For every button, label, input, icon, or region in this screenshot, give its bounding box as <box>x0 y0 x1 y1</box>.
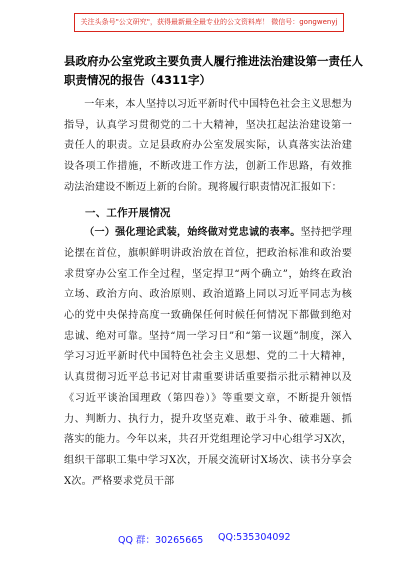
document-title: 县政府办公室党政主要负责人履行推进法治建设第一责任人职责情况的报告（4311字） <box>64 54 363 87</box>
footer-contact <box>0 532 408 548</box>
qq-group[interactable]: QQ 群：30265665 <box>118 535 204 546</box>
header-banner: 关注头条号"公文研究"，获得最新最全最专业的公文资料库！ 微信号：gongwenyj <box>74 13 344 32</box>
subsection-paragraph <box>64 223 352 492</box>
intro-paragraph: 一年来，本人坚持以习近平新时代中国特色社会主义思想为指导，认真学习贯彻党的二十大精神，坚决扛起法治建设第一责任人的职责。立足县政府办公室发展实际，认真落实法治建设各项工作措施，不断改进工作方法，创新工作思路，有效推动法治建设不断迈上新的台阶。现将履行职责情况汇报如下： <box>64 99 352 193</box>
section-heading: 一、工作开展情况 <box>85 206 171 219</box>
document-body <box>64 95 352 492</box>
qq-contact[interactable]: QQ:535304092 <box>218 532 291 543</box>
subsection-text: 坚持把学理论摆在首位，旗帜鲜明讲政治放在首位，把政治标准和政治要求贯穿办公室工作全过程，坚定捍卫“两个确立”，始终在政治立场、政治方向、政治原则、政治道路上同以习近平同志为核心的党中央保持高度一致确保任何时候任何情况下都做到绝对忠诚、绝对可靠。坚持“周一学习日”和“第一议题”制度，深入学习习近平新时代中国特色社会主义思想、党的二十大精神，认真贯彻习近平总书记对甘肃重要讲话重要指示批示精神以及《习近平谈治国理政（第四卷）》等重要文章，不断提升领悟力、判断力、执行力，提升攻坚克难、敢于斗争、破难题、抓落实的能力。今年以来，共召开党组理论学习中心组学习X次，组织干部职工集中学习X次，开展交流研讨X场次、读书分享会X次。严格要求党员干部 <box>64 227 352 487</box>
subsection-lead: （一）强化理论武装，始终做对党忠诚的表率。 <box>84 227 301 239</box>
